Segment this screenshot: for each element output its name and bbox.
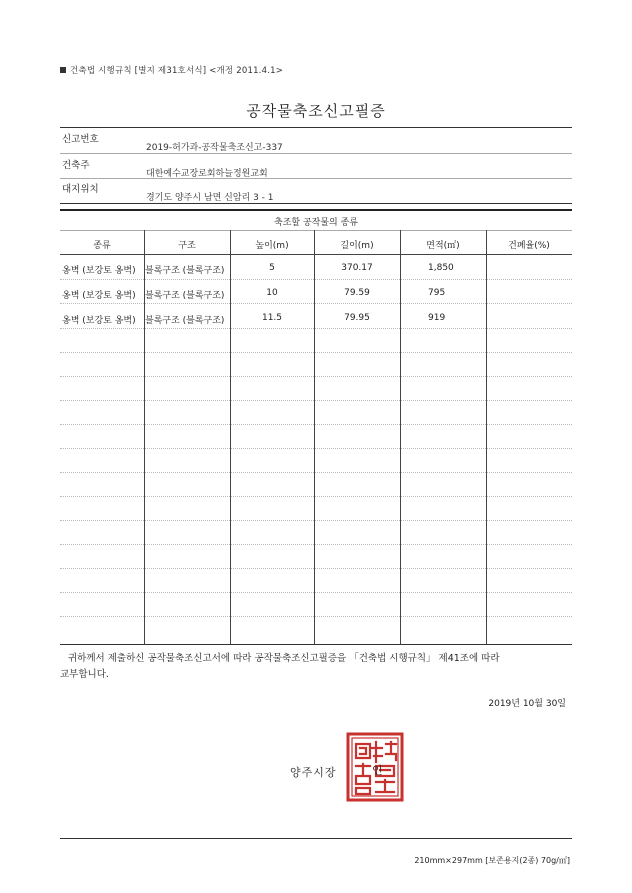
col-line-4 [400,230,401,644]
info-rule-2 [60,178,572,179]
issuer-name: 양주시장 [290,766,337,779]
owner-label: 건축주 [62,160,90,171]
report-number-label: 신고번호 [62,134,99,145]
col-line-5 [486,230,487,644]
form-reference [60,64,283,76]
square-bullet-icon [60,67,66,73]
form-reference-text: 건축법 시행규칙 [별지 제31호서식] <개정 2011.4.1> [70,66,284,76]
row-1-area: 1,850 [428,263,454,273]
table-bottom-rule [60,644,572,645]
row-rule [60,400,572,401]
row-rule [60,376,572,377]
row-2-structure: 블록구조 (블록구조) [145,291,225,301]
header-height: 높이(m) [255,241,289,251]
header-coverage: 건폐율(%) [508,241,550,251]
footer-rule [60,838,572,839]
row-3-structure: 블록구조 (블록구조) [145,316,225,326]
header-rule [60,254,572,255]
info-top-rule [60,127,572,128]
row-rule [60,472,572,473]
row-rule [60,544,572,545]
notice-line-1: 귀하께서 제출하신 공작물축조신고서에 따라 공작물축조신고필증을 「건축법 시행규칙」 제41조에 따라 [68,653,500,664]
row-2-area: 795 [428,288,446,298]
report-number-value: 2019-허가과-공작물축조신고-337 [146,143,283,153]
info-bottom-rule [60,203,572,204]
issuance-notice [60,651,580,683]
row-rule [60,279,572,280]
row-3-height: 11.5 [261,313,283,323]
header-area: 면적(㎡) [426,241,460,251]
site-location-label: 대지위치 [62,184,99,195]
owner-value: 대한예수교장로회하늘정원교회 [146,169,268,179]
caption-rule [60,230,572,231]
row-rule [60,496,572,497]
header-type: 종류 [93,241,111,251]
row-2-length: 79.59 [344,288,370,298]
paper-spec-footer: 210mm×297mm [보존용지(2종) 70g/㎡] [414,856,570,865]
row-rule [60,424,572,425]
header-length: 길이(m) [340,241,374,251]
issue-date: 2019년 10월 30일 [488,699,566,709]
row-3-area: 919 [428,313,446,323]
row-3-length: 79.95 [344,313,370,323]
row-rule [60,448,572,449]
row-rule [60,592,572,593]
row-rule [60,568,572,569]
seal-mark: 인 [372,764,383,777]
row-2-height: 10 [266,288,278,298]
row-1-height: 5 [269,263,275,273]
notice-line-2: 교부합니다. [60,669,109,680]
row-rule [60,616,572,617]
table-top-rule [60,209,572,211]
row-3-type: 옹벽 (보강토 옹벽) [62,316,136,326]
row-1-structure: 블록구조 (블록구조) [145,266,225,276]
site-location-value: 경기도 양주시 남면 신암리 3 - 1 [146,193,274,203]
row-1-length: 370.17 [341,263,373,273]
row-2-type: 옹벽 (보강토 옹벽) [62,291,136,301]
row-rule [60,520,572,521]
row-rule [60,328,572,329]
header-structure: 구조 [178,241,196,251]
document-title: 공작물축조신고필증 [246,102,386,120]
row-rule [60,352,572,353]
row-rule [60,303,572,304]
info-rule-1 [60,153,572,154]
table-caption: 축조할 공작물의 종류 [274,218,358,228]
row-1-type: 옹벽 (보강토 옹벽) [62,266,136,276]
